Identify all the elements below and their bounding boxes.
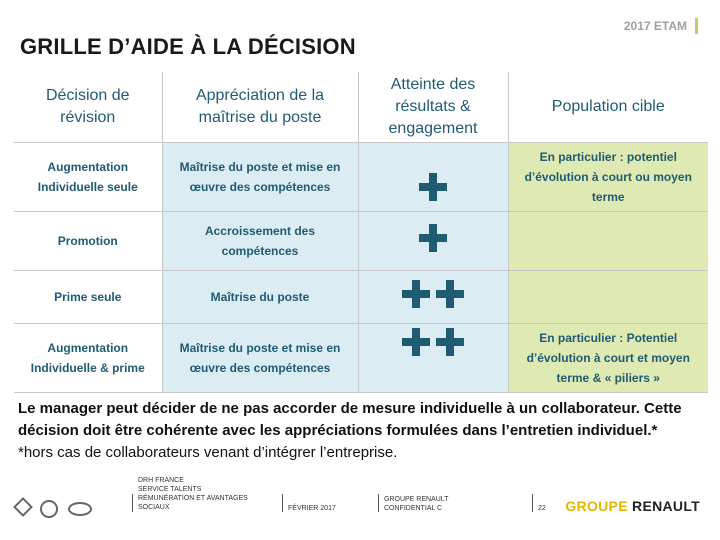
table-row xyxy=(14,324,708,393)
page-title: GRILLE D’AIDE À LA DÉCISION xyxy=(20,34,356,59)
plus-icon xyxy=(436,280,464,308)
year-badge: 2017 ETAM xyxy=(624,18,698,34)
appreciation-cell: Accroissement des compétences xyxy=(162,212,358,271)
appreciation-cell: Maîtrise du poste et mise en œuvre des compétences xyxy=(162,324,358,393)
plus-icon xyxy=(419,224,447,252)
footer-divider xyxy=(282,494,283,512)
results-cell xyxy=(358,324,508,393)
footer-dept-line: SERVICE TALENTS xyxy=(138,486,202,493)
plus-icon xyxy=(419,173,447,201)
header-population: Population cible xyxy=(508,72,708,143)
renault-logo-icon xyxy=(13,497,33,517)
brand-logos xyxy=(16,500,92,518)
footer-divider xyxy=(532,494,533,512)
dacia-logo-icon xyxy=(40,500,58,518)
footer-date: FÉVRIER 2017 xyxy=(288,505,336,512)
header-decision: Décision de révision xyxy=(14,72,162,143)
population-cell: En particulier : Potentiel d’évolution à court et moyen terme & « piliers » xyxy=(508,324,708,393)
table-row xyxy=(14,143,708,212)
appreciation-cell: Maîtrise du poste et mise en œuvre des compétences xyxy=(162,143,358,212)
footer-dept-line: SOCIAUX xyxy=(138,504,170,511)
groupe-renault-logo xyxy=(565,498,700,514)
header-row xyxy=(14,72,708,143)
decision-cell: Prime seule xyxy=(14,271,162,324)
header-results: Atteinte des résultats & engagement xyxy=(358,72,508,143)
manager-note xyxy=(18,398,708,464)
results-cell xyxy=(358,143,508,212)
plus-icon xyxy=(402,280,430,308)
plus-icon xyxy=(436,328,464,356)
footer xyxy=(0,476,720,536)
footer-company-line: GROUPE RENAULT xyxy=(384,496,449,503)
footer-company xyxy=(384,495,448,513)
samsung-logo-icon xyxy=(68,502,92,516)
brand-word-1: GROUPE xyxy=(565,498,628,514)
appreciation-cell: Maîtrise du poste xyxy=(162,271,358,324)
footer-dept-line: DRH FRANCE xyxy=(138,477,184,484)
decision-cell: Augmentation Individuelle seule xyxy=(14,143,162,212)
decision-grid xyxy=(14,72,708,393)
plus-icon xyxy=(402,328,430,356)
footer-department xyxy=(132,476,278,512)
population-cell xyxy=(508,212,708,271)
brand-word-2: RENAULT xyxy=(632,498,700,514)
population-cell xyxy=(508,271,708,324)
table-row xyxy=(14,212,708,271)
results-cell xyxy=(358,271,508,324)
footer-company-line: CONFIDENTIAL C xyxy=(384,505,443,512)
header-appreciation: Appréciation de la maîtrise du poste xyxy=(162,72,358,143)
footer-divider xyxy=(378,494,379,512)
table-row xyxy=(14,271,708,324)
note-main: Le manager peut décider de ne pas accorder de mesure individuelle à un collaborateur. Cette décision doit être cohérente avec les appréciations formulées dans l’entretien individuel.* xyxy=(18,400,682,439)
page-number: 22 xyxy=(538,505,546,512)
population-cell: En particulier : potentiel d’évolution à court ou moyen terme xyxy=(508,143,708,212)
results-cell xyxy=(358,212,508,271)
decision-cell: Augmentation Individuelle & prime xyxy=(14,324,162,393)
footer-dept-line: RÉMUNÉRATION ET AVANTAGES xyxy=(138,495,248,502)
decision-cell: Promotion xyxy=(14,212,162,271)
note-footnote: *hors cas de collaborateurs venant d’intégrer l’entreprise. xyxy=(18,444,398,461)
